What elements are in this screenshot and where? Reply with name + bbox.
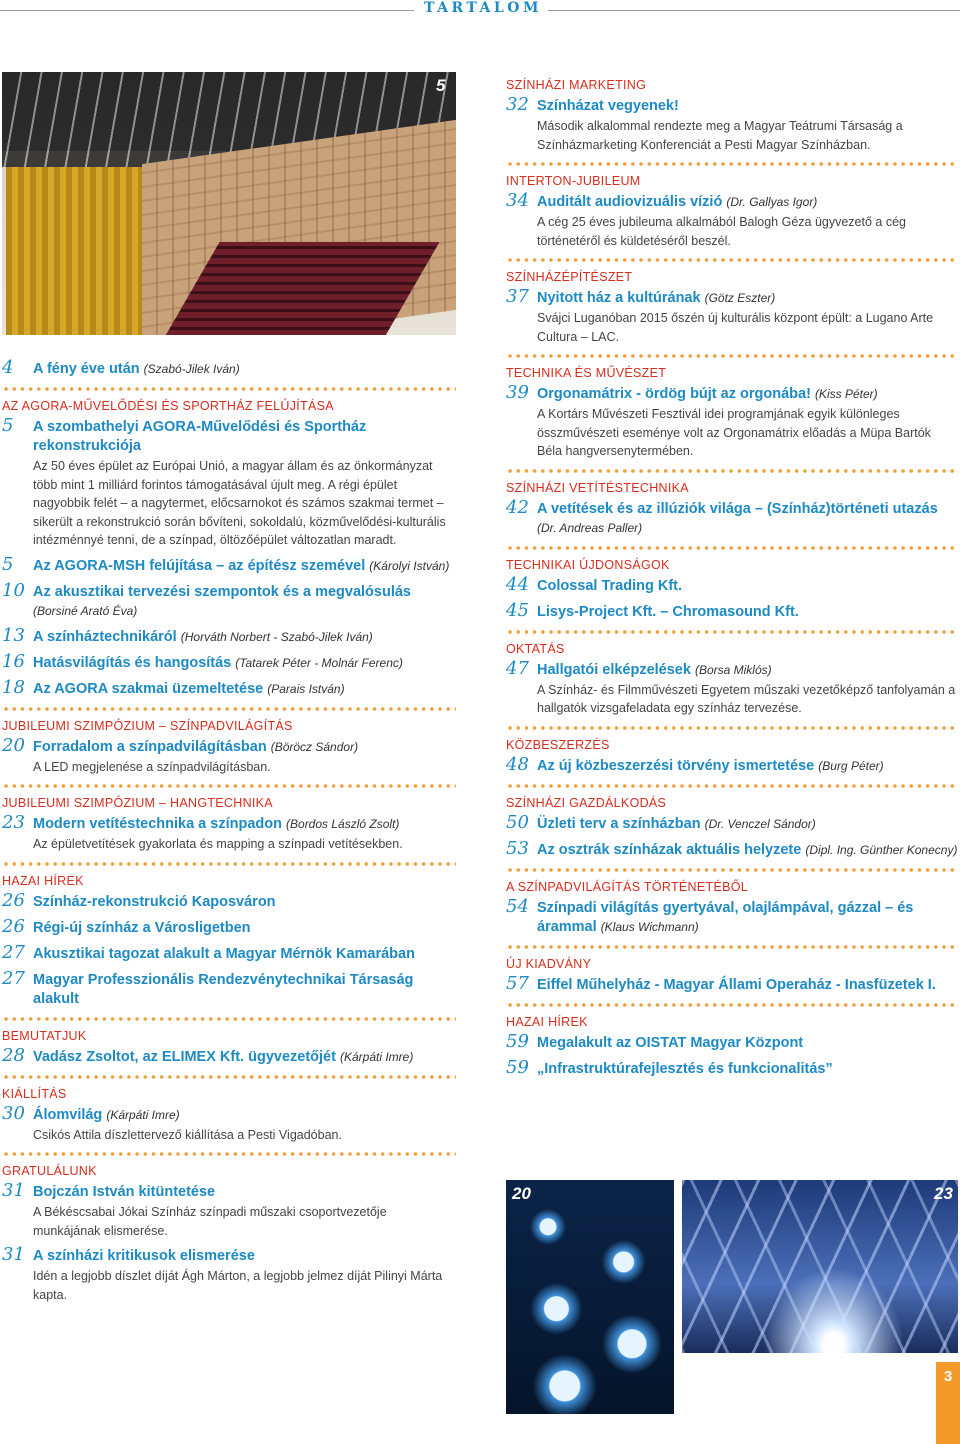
header-rule-right	[548, 10, 960, 11]
entry-title-text[interactable]: „Infrastruktúrafejlesztés és funkcionalitás”	[537, 1060, 833, 1077]
entry-page-number: 44	[506, 573, 529, 595]
toc-entry[interactable]	[506, 753, 958, 776]
toc-entry[interactable]	[2, 967, 456, 1009]
entry-author: (Borsa Miklós)	[694, 662, 772, 677]
entry-title-text[interactable]: Az AGORA szakmai üzemeltetése	[33, 680, 264, 697]
entry-description: Az épületvetítések gyakorlata és mapping a színpadi vetítésekben.	[33, 837, 403, 851]
entry-title[interactable]	[33, 945, 456, 964]
entry-title[interactable]	[537, 1060, 958, 1079]
entry-page-number: 31	[2, 1180, 25, 1201]
toc-entry[interactable]	[2, 1044, 456, 1067]
entry-author: (Dr. Gallyas Igor)	[726, 195, 818, 209]
section-label: OKTATÁS	[506, 641, 565, 656]
toc-entry[interactable]	[506, 972, 958, 995]
entry-page-number: 18	[2, 676, 25, 698]
toc-entry[interactable]	[2, 812, 456, 854]
dotted-divider	[2, 706, 456, 712]
entry-title-text[interactable]: Régi-új színház a Városligetben	[33, 919, 251, 936]
entry-title-text[interactable]: Bojczán István kitüntetése	[33, 1184, 216, 1200]
dotted-divider	[2, 386, 456, 392]
entry-page-number: 39	[506, 382, 529, 403]
entry-page-number: 42	[506, 496, 529, 518]
entry-page-number: 5	[2, 553, 14, 575]
stage-curtain	[6, 167, 156, 335]
entry-title-text[interactable]: A szombathelyi AGORA-Művelődési és Sportház rekonstrukciója	[33, 419, 367, 454]
entry-description: A Színház- és Filmművészeti Egyetem műszaki vezetőképző tanfolyamán a hallgatók vizsgafeladata egy színház tervezése.	[537, 682, 956, 715]
entry-page-number: 31	[2, 1244, 25, 1265]
page-title: TARTALOM	[424, 0, 542, 16]
entry-author: (Klaus Wichmann)	[600, 919, 699, 934]
entry-title-text[interactable]: Orgonamátrix - ördög bújt az orgonába!	[537, 386, 811, 402]
dotted-divider	[506, 353, 958, 359]
dotted-divider	[506, 468, 958, 474]
section-label: HAZAI HÍREK	[2, 873, 84, 888]
entry-description: Csikós Attila díszlettervező kiállítása a Pesti Vigadóban.	[33, 1127, 342, 1142]
entry-title[interactable]	[33, 583, 456, 621]
entry-title[interactable]	[33, 919, 456, 938]
toc-entry[interactable]	[506, 1056, 958, 1079]
entry-page-number: 32	[506, 94, 529, 115]
entry-author: (Dr. Andreas Paller)	[537, 520, 643, 535]
section-label: JUBILEUMI SZIMPÓZIUM – HANGTECHNIKA	[2, 796, 273, 810]
entry-title-text[interactable]: Magyar Professzionális Rendezvénytechnikai Társaság alakult	[33, 971, 414, 1007]
entry-title-text[interactable]: Az akusztikai tervezési szempontok és a megvalósulás	[33, 583, 411, 600]
toc-entry[interactable]	[506, 599, 958, 622]
entry-page-number: 13	[2, 624, 25, 646]
dotted-divider	[506, 545, 958, 551]
toc-left-column	[2, 356, 456, 1311]
entry-author: (Parais István)	[267, 681, 345, 696]
toc-entry[interactable]	[2, 650, 456, 673]
toc-entry[interactable]	[2, 1244, 456, 1304]
toc-entry[interactable]	[506, 1030, 958, 1053]
entry-title[interactable]	[537, 385, 958, 404]
entry-title[interactable]	[33, 628, 456, 647]
entry-title[interactable]	[537, 500, 958, 519]
entry-page-number: 27	[2, 941, 25, 963]
toc-entry[interactable]	[506, 382, 958, 461]
entry-title-text[interactable]: Vadász Zsoltot, az ELIMEX Kft. ügyvezetőjét	[33, 1048, 336, 1065]
entry-page-number: 47	[506, 657, 529, 679]
toc-entry[interactable]	[506, 837, 958, 860]
entry-page-number: 28	[2, 1044, 25, 1066]
entry-author: (Horváth Norbert - Szabó-Jilek Iván)	[180, 629, 373, 644]
entry-description: A LED megjelenése a színpadvilágításban.	[33, 759, 271, 774]
entry-author: (Kárpáti Imre)	[339, 1049, 414, 1064]
auditorium-photo	[2, 72, 456, 335]
entry-title-text[interactable]: Megalakult az OISTAT Magyar Központ	[537, 1034, 804, 1051]
entry-author: (Borsiné Arató Éva)	[33, 603, 138, 618]
entry-title-text[interactable]: A színháztechnikáról	[33, 628, 177, 645]
entry-page-number: 10	[2, 579, 25, 601]
entry-page-number: 37	[506, 286, 529, 307]
entry-title-text[interactable]: Az AGORA-MSH felújítása – az építész szemével	[33, 557, 366, 574]
entry-author: (Kiss Péter)	[814, 387, 878, 401]
entry-title-text[interactable]: A színházi kritikusok elismerése	[33, 1248, 255, 1264]
entry-page-number: 57	[506, 972, 529, 994]
page-number-tab	[936, 1362, 960, 1444]
toc-entry[interactable]	[2, 1102, 456, 1145]
toc-entry[interactable]	[2, 415, 456, 550]
dotted-divider	[2, 861, 456, 867]
stage-lights-photo	[506, 1180, 674, 1414]
entry-title-text[interactable]: Álomvilág	[33, 1106, 103, 1123]
entry-page-number: 4	[2, 357, 14, 378]
toc-entry[interactable]	[2, 579, 456, 621]
entry-title[interactable]	[537, 577, 958, 596]
photo-page-number: 23	[934, 1184, 953, 1203]
entry-title-text[interactable]: Színház-rekonstrukció Kaposváron	[33, 893, 276, 910]
entry-title-text[interactable]: Forradalom a színpadvilágításban	[33, 738, 267, 755]
entry-title-text[interactable]: Hallgatói elképzelések	[537, 661, 691, 678]
dotted-divider	[2, 1016, 456, 1022]
entry-page-number: 59	[506, 1030, 529, 1052]
section-label: KÖZBESZERZÉS	[506, 737, 610, 752]
entry-title-text[interactable]: Üzleti terv a színházban	[537, 815, 701, 832]
entry-author: (Bordos László Zsolt)	[286, 817, 400, 831]
toc-entry[interactable]	[506, 94, 958, 154]
entry-description: Idén a legjobb díszlet díját Ágh Márton, a legjobb jelmez díját Pilinyi Márta kapta.	[33, 1269, 443, 1302]
entry-title[interactable]	[537, 841, 958, 860]
entry-page-number: 26	[2, 889, 25, 911]
section-label: SZÍNHÁZI MARKETING	[506, 78, 647, 92]
section-label: SZÍNHÁZÉPÍTÉSZET	[506, 270, 633, 284]
entry-author: (Kárpáti Imre)	[106, 1107, 180, 1122]
entry-page-number: 20	[2, 734, 25, 756]
entry-title-text[interactable]: Színházat vegyenek!	[537, 98, 679, 114]
entry-description: Az 50 éves épület az Európai Unió, a magyar állam és az önkormányzat több mint 1 milliárd forintos támogatásával újult meg. A régi épület nagyobbik felét – a nagytermet, előcsarnokot és számos szakmai termet – sikerült a rekonstrukció során bővíteni, sokoldalú, közművelődési-kulturális intézménnyé tenni, de a színpad, öltözőépület változatlan maradt.	[33, 459, 446, 547]
section-label: INTERTON-JUBILEUM	[506, 174, 641, 188]
toc-entry[interactable]	[2, 734, 456, 777]
entry-title-text[interactable]: Auditált audiovizuális vízió	[537, 194, 723, 210]
entry-title[interactable]	[33, 1048, 456, 1067]
toc-entry[interactable]	[2, 553, 456, 576]
dotted-divider	[2, 1151, 456, 1157]
toc-entry[interactable]	[506, 895, 958, 937]
toc-entry[interactable]	[2, 889, 456, 912]
entry-title-text[interactable]: A vetítések és az illúziók világa – (Színház)történeti utazás	[537, 500, 938, 517]
entry-author: (Tatarek Péter - Molnár Ferenc)	[235, 655, 403, 670]
entry-title[interactable]	[33, 1106, 456, 1125]
entry-author: (Dr. Venczel Sándor)	[704, 816, 816, 831]
entry-title[interactable]	[33, 557, 456, 576]
entry-description: A Békéscsabai Jókai Színház színpadi műszaki csoportvezetője munkájának elismerése.	[33, 1205, 387, 1238]
entry-page-number: 16	[2, 650, 25, 672]
section-label: SZÍNHÁZI GAZDÁLKODÁS	[506, 795, 667, 810]
toc-entry[interactable]	[2, 676, 456, 699]
section-label: ÚJ KIADVÁNY	[506, 956, 592, 971]
entry-description: Svájci Luganóban 2015 őszén új kulturális központ épült: a Lugano Arte Cultura – LAC.	[537, 311, 934, 344]
entry-title[interactable]	[537, 289, 958, 308]
entry-title[interactable]	[33, 680, 456, 699]
entry-description: A Kortárs Művészeti Fesztivál idei programjának egyik különleges összművészeti eseménye volt az Orgonamátrix előadás a Müpa Bartók Béla hangversenytermében.	[537, 407, 931, 458]
toc-entry[interactable]	[2, 915, 456, 938]
section-label: AZ AGORA-MŰVELŐDÉSI ÉS SPORTHÁZ FELÚJÍTÁSA	[2, 399, 334, 413]
entry-title[interactable]	[537, 661, 958, 680]
entry-page-number: 54	[506, 895, 529, 917]
toc-entry[interactable]	[2, 357, 456, 379]
entry-page-number: 30	[2, 1102, 25, 1124]
entry-title[interactable]	[537, 1034, 958, 1053]
dotted-divider	[2, 1074, 456, 1080]
entry-title-text[interactable]: Akusztikai tagozat alakult a Magyar Mérnök Kamarában	[33, 945, 415, 962]
entry-title[interactable]	[537, 193, 958, 212]
entry-title-text[interactable]: Az osztrák színházak aktuális helyzete	[537, 841, 802, 858]
entry-page-number: 50	[506, 811, 529, 833]
photo-page-number: 20	[512, 1184, 531, 1203]
toc-entry[interactable]	[506, 496, 958, 538]
photo-page-number: 5	[436, 76, 446, 95]
entry-title[interactable]	[33, 360, 456, 379]
entry-title-text[interactable]: Colossal Trading Kft.	[537, 577, 683, 594]
entry-author: (Burg Péter)	[818, 758, 884, 773]
entry-title-text[interactable]: Modern vetítéstechnika a színpadon	[33, 816, 282, 832]
entry-title-text[interactable]: Eiffel Műhelyház - Magyar Állami Operaház - Inasfüzetek I.	[537, 976, 936, 993]
entry-page-number: 5	[2, 415, 14, 436]
entry-author: (Götz Eszter)	[704, 291, 776, 305]
entry-title-text[interactable]: Hatásvilágítás és hangosítás	[33, 654, 232, 671]
section-label: TECHNIKA ÉS MŰVÉSZET	[506, 366, 667, 380]
toc-entry[interactable]	[2, 624, 456, 647]
entry-description: A cég 25 éves jubileuma alkalmából Balogh Géza ügyvezető a cég történetéről és küldetéséről beszél.	[537, 215, 906, 248]
entry-title-text[interactable]: Lisys-Project Kft. – Chromasound Kft.	[537, 603, 799, 620]
section-label: SZÍNHÁZI VETÍTÉSTECHNIKA	[506, 480, 689, 495]
dotted-divider	[506, 161, 958, 167]
entry-title-text[interactable]: Nyitott ház a kultúrának	[537, 290, 701, 306]
entry-title-text[interactable]: A fény éve után	[33, 361, 140, 377]
dotted-divider	[506, 725, 958, 731]
entry-description: Második alkalommal rendezte meg a Magyar Teátrumi Társaság a Színházmarketing Konferenciát a Pesti Magyar Színházban.	[537, 119, 903, 152]
toc-entry[interactable]	[2, 941, 456, 964]
entry-page-number: 59	[506, 1056, 529, 1078]
toc-entry[interactable]	[506, 286, 958, 346]
dotted-divider	[506, 257, 958, 263]
entry-title[interactable]	[33, 1247, 456, 1266]
entry-author: (Károlyi István)	[369, 558, 450, 573]
entry-title[interactable]	[537, 976, 958, 995]
entry-author: (Böröcz Sándor)	[270, 739, 359, 754]
entry-title-text[interactable]: Az új közbeszerzési törvény ismertetése	[537, 757, 815, 774]
entry-page-number: 45	[506, 599, 529, 621]
entry-title[interactable]	[537, 757, 958, 776]
dotted-divider	[506, 867, 958, 873]
entry-title[interactable]	[33, 971, 456, 1009]
header-rule-left	[0, 10, 414, 11]
toc-entry[interactable]	[506, 573, 958, 596]
section-label: A SZÍNPADVILÁGÍTÁS TÖRTÉNETÉBŐL	[506, 879, 749, 894]
entry-page-number: 34	[506, 190, 529, 211]
toc-entry[interactable]	[506, 657, 958, 718]
dotted-divider	[506, 1002, 958, 1008]
entry-title[interactable]	[33, 815, 456, 834]
toc-entry[interactable]	[2, 1180, 456, 1240]
dotted-divider	[506, 944, 958, 950]
entry-page-number: 26	[2, 915, 25, 937]
dotted-divider	[2, 783, 456, 789]
page-number: 3	[943, 1368, 953, 1385]
entry-title[interactable]	[33, 654, 456, 673]
entry-title[interactable]	[537, 815, 958, 834]
entry-title[interactable]	[537, 97, 958, 116]
stage-lighting-photo	[682, 1180, 958, 1353]
toc-entry[interactable]	[506, 190, 958, 250]
toc-right-column	[506, 72, 958, 1086]
section-label: KIÁLLÍTÁS	[2, 1086, 67, 1101]
entry-title[interactable]	[537, 603, 958, 622]
toc-entry[interactable]	[506, 811, 958, 834]
entry-title-text[interactable]: Színpadi világítás gyertyával, olajlámpával, gázzal – és árammal	[537, 899, 914, 935]
dotted-divider	[506, 629, 958, 635]
entry-page-number: 48	[506, 753, 529, 775]
entry-author: (Szabó-Jilek Iván)	[143, 362, 240, 376]
entry-page-number: 27	[2, 967, 25, 989]
dotted-divider	[506, 783, 958, 789]
entry-title[interactable]	[537, 899, 958, 937]
entry-title[interactable]	[33, 893, 456, 912]
section-label: GRATULÁLUNK	[2, 1164, 97, 1178]
entry-title[interactable]	[33, 738, 456, 757]
entry-page-number: 53	[506, 837, 529, 859]
section-label: HAZAI HÍREK	[506, 1014, 588, 1029]
section-label: JUBILEUMI SZIMPÓZIUM – SZÍNPADVILÁGÍTÁS	[2, 718, 293, 733]
section-label: TECHNIKAI ÚJDONSÁGOK	[506, 557, 670, 572]
entry-title[interactable]	[33, 1183, 456, 1202]
section-label: BEMUTATJUK	[2, 1028, 87, 1043]
entry-page-number: 23	[2, 812, 25, 833]
entry-title[interactable]	[33, 418, 456, 456]
entry-author: (Dipl. Ing. Günther Konecny)	[805, 842, 958, 857]
